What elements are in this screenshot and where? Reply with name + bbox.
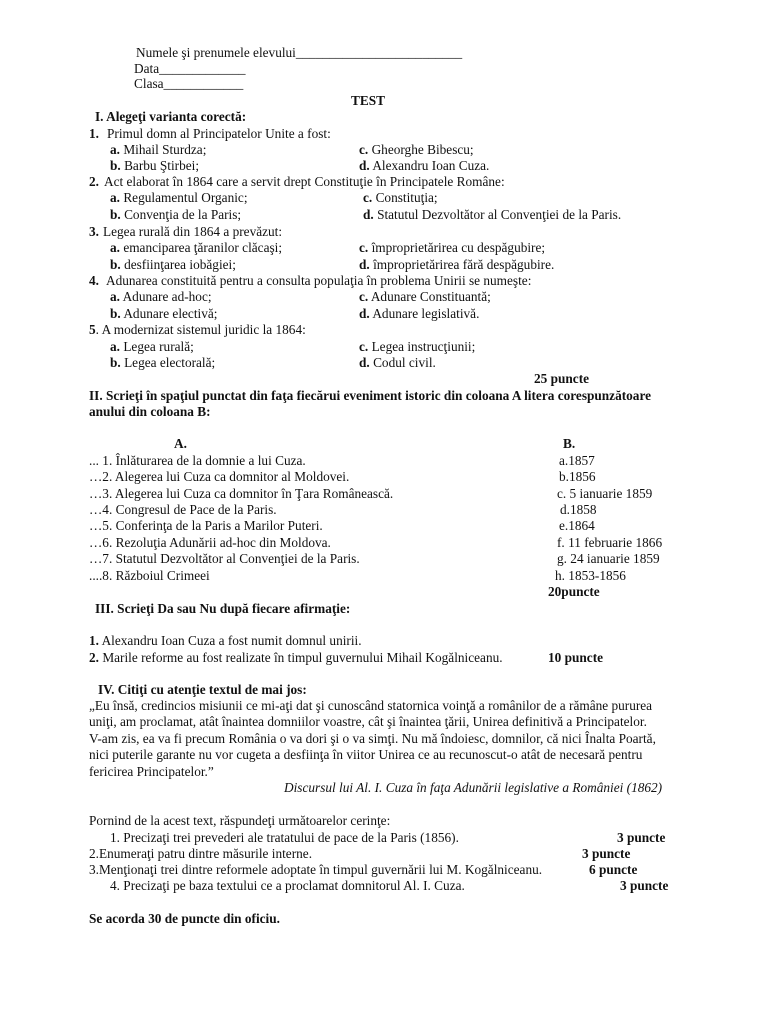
- match-year-d: d.1858: [560, 502, 597, 517]
- section-3-points: 10 puncte: [548, 650, 604, 665]
- question-2-option-d[interactable]: d. Statutul Dezvoltător al Convenţiei de la Paris.: [363, 207, 622, 222]
- match-year-f: f. 11 februarie 1866: [557, 535, 663, 550]
- task-1-text: 1. Precizaţi trei prevederi ale tratatului de pace de la Paris (1856).: [110, 830, 459, 845]
- match-event-2[interactable]: …2. Alegerea lui Cuza ca domnitor al Moldovei.: [89, 469, 350, 484]
- question-1-number: 1.: [89, 126, 99, 141]
- question-4-option-a[interactable]: a. Adunare ad-hoc;: [110, 289, 212, 304]
- quote-line-3: V-am zis, ea va fi precum România o va dori şi o va simţi. Nu mă îndoiesc, domnilor, că nici Înalta Poartă,: [89, 731, 656, 746]
- question-3-text: Legea rurală din 1864 a prevăzut:: [103, 224, 283, 239]
- quote-line-4: nici puterile garante nu vor cugeta a desfiinţa în viitor Unirea ce au recunoscut-o atât de necesară pentru: [89, 747, 643, 762]
- question-4-number: 4.: [89, 273, 99, 288]
- task-3-text: 3.Menţionaţi trei dintre reformele adoptate în timpul guvernării lui M. Kogălniceanu.: [89, 862, 543, 877]
- section-1-heading: I. Alegeţi varianta corectă:: [95, 109, 247, 124]
- section-2-points: 20puncte: [548, 584, 600, 599]
- match-event-3[interactable]: …3. Alegerea lui Cuza ca domnitor în Ţara Românească.: [89, 486, 394, 501]
- quote-line-2: uniţi, am proclamat, atât înaintea domniilor voastre, cât şi înaintea ţării, Unirea definitivă a Principatelor.: [89, 714, 647, 729]
- question-2-number: 2.: [89, 174, 99, 189]
- question-2-text: Act elaborat în 1864 care a servit drept Constituţie în Principatele Române:: [104, 174, 505, 189]
- date-field[interactable]: Data_____________: [134, 61, 246, 76]
- question-5-option-d[interactable]: d. Codul civil.: [359, 355, 436, 370]
- quote-line-5: fericirea Principatelor.”: [89, 764, 214, 779]
- match-year-a: a.1857: [559, 453, 595, 468]
- match-year-b: b.1856: [559, 469, 596, 484]
- question-4-option-b[interactable]: b. Adunare electivă;: [110, 306, 218, 321]
- quote-source: Discursul lui Al. I. Cuza în faţa Adunării legislative a României (1862): [284, 780, 663, 795]
- section-4-heading: IV. Citiţi cu atenţie textul de mai jos:: [98, 682, 307, 697]
- task-1-points: 3 puncte: [617, 830, 666, 845]
- match-event-8[interactable]: ....8. Războiul Crimeei: [89, 568, 210, 583]
- question-3-option-d[interactable]: d. împroprietărirea fără despăgubire.: [359, 257, 555, 272]
- question-5-text: 5. A modernizat sistemul juridic la 1864:: [89, 322, 306, 337]
- task-2-points: 3 puncte: [582, 846, 631, 861]
- question-3-option-b[interactable]: b. desfiinţarea iobăgiei;: [110, 257, 236, 272]
- student-name-field[interactable]: Numele şi prenumele elevului_________________________: [136, 45, 463, 60]
- page-title: TEST: [351, 93, 386, 108]
- question-4-option-d[interactable]: d. Adunare legislativă.: [359, 306, 480, 321]
- question-5-option-c[interactable]: c. Legea instrucţiunii;: [359, 339, 476, 354]
- match-event-7[interactable]: …7. Statutul Dezvoltător al Convenţiei de la Paris.: [89, 551, 360, 566]
- question-3-number: 3.: [89, 224, 99, 239]
- statement-1[interactable]: 1. Alexandru Ioan Cuza a fost numit domnul unirii.: [89, 633, 362, 648]
- quote-line-1: „Eu însă, credincios misiunii ce mi-aţi dat şi cunoscând statornica voinţă a românilor de a rămâne pururea: [89, 698, 653, 713]
- question-3-option-c[interactable]: c. împroprietărirea cu despăgubire;: [359, 240, 546, 255]
- question-5-option-a[interactable]: a. Legea rurală;: [110, 339, 194, 354]
- question-1-option-d[interactable]: d. Alexandru Ioan Cuza.: [359, 158, 490, 173]
- question-4-option-c[interactable]: c. Adunare Constituantă;: [359, 289, 491, 304]
- match-event-1[interactable]: ... 1. Înlăturarea de la domnie a lui Cuza.: [89, 453, 306, 468]
- column-b-header: B.: [563, 436, 576, 451]
- footer-note: Se acorda 30 de puncte din oficiu.: [89, 911, 280, 926]
- task-4-text: 4. Precizaţi pe baza textului ce a proclamat domnitorul Al. I. Cuza.: [110, 878, 465, 893]
- match-year-e: e.1864: [559, 518, 595, 533]
- match-event-4[interactable]: …4. Congresul de Pace de la Paris.: [89, 502, 277, 517]
- section-3-heading: III. Scrieţi Da sau Nu după fiecare afirmaţie:: [95, 601, 351, 616]
- task-2-text: 2.Enumeraţi patru dintre măsurile interne.: [89, 846, 313, 861]
- question-2-option-b[interactable]: b. Convenţia de la Paris;: [110, 207, 242, 222]
- match-year-h: h. 1853-1856: [555, 568, 626, 583]
- question-4-text: Adunarea constituită pentru a consulta populaţia în problema Unirii se numeşte:: [106, 273, 532, 288]
- question-3-option-a[interactable]: a. emanciparea ţăranilor clăcaşi;: [110, 240, 283, 255]
- question-5-option-b[interactable]: b. Legea electorală;: [110, 355, 216, 370]
- tasks-intro: Pornind de la acest text, răspundeţi următoarelor cerinţe:: [89, 813, 391, 828]
- match-event-5[interactable]: …5. Conferinţa de la Paris a Marilor Puteri.: [89, 518, 323, 533]
- question-1-option-c[interactable]: c. Gheorghe Bibescu;: [359, 142, 474, 157]
- class-field[interactable]: Clasa____________: [134, 76, 244, 91]
- question-2-option-a[interactable]: a. Regulamentul Organic;: [110, 190, 248, 205]
- section-2-heading-line-2: anului din coloana B:: [89, 404, 211, 419]
- task-4-points: 3 puncte: [620, 878, 669, 893]
- section-1-points: 25 puncte: [534, 371, 590, 386]
- question-1-option-a[interactable]: a. Mihail Sturdza;: [110, 142, 207, 157]
- section-2-heading-line-1: II. Scrieţi în spaţiul punctat din faţa fiecărui eveniment istoric din coloana A litera corespunzătoare: [89, 388, 652, 403]
- task-3-points: 6 puncte: [589, 862, 638, 877]
- match-year-c: c. 5 ianuarie 1859: [557, 486, 653, 501]
- match-year-g: g. 24 ianuarie 1859: [557, 551, 660, 566]
- question-1-option-b[interactable]: b. Barbu Ştirbei;: [110, 158, 200, 173]
- statement-2[interactable]: 2. Marile reforme au fost realizate în timpul guvernului Mihail Kogălniceanu.: [89, 650, 503, 665]
- question-1-text: Primul domn al Principatelor Unite a fost:: [107, 126, 331, 141]
- match-event-6[interactable]: …6. Rezoluţia Adunării ad-hoc din Moldova.: [89, 535, 331, 550]
- column-a-header: A.: [174, 436, 187, 451]
- question-2-option-c[interactable]: c. Constituţia;: [363, 190, 438, 205]
